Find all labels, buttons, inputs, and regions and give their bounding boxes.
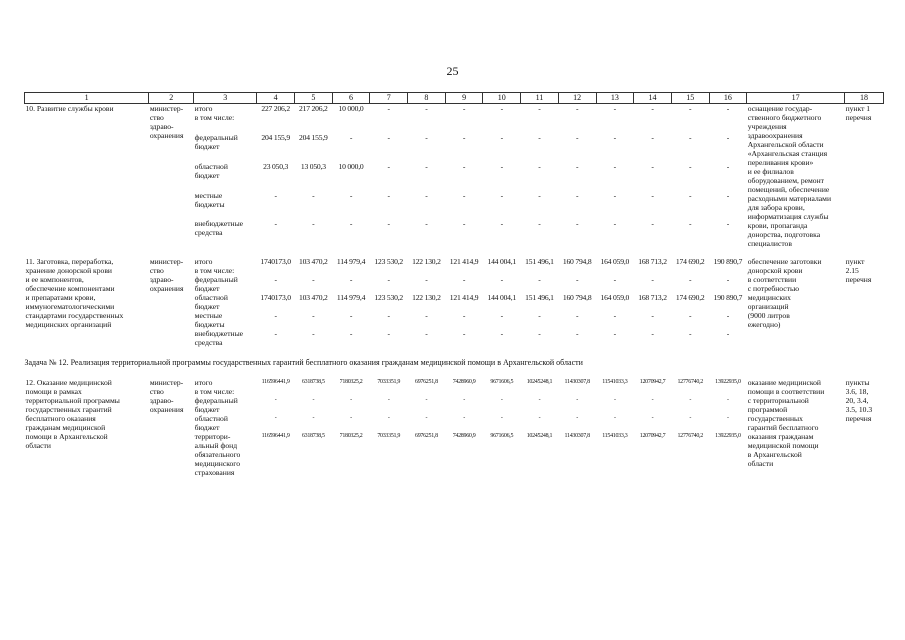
amount-cell: -: [726, 311, 730, 320]
program-name: 11. Заготовка, переработка, хранение донорской крови и ее компонентов, обеспечение компонентами и препаратами крови, иммуногематологическими стандартами государственных медицинских организаций: [25, 257, 124, 329]
amount-cell: -: [500, 415, 503, 421]
program-name: 12. Оказание медицинской помощи в рамках территориальной программы государственных гарантий бесплатного оказания гражданам медицинской помощи в Архангельской области: [25, 378, 120, 450]
executor: министер- ство здраво- охранения: [149, 104, 184, 140]
amount-cell: 7033351,9: [377, 433, 401, 439]
amount-cell: 11541033,3: [602, 379, 628, 385]
amount-cell: 168 713,2: [638, 293, 667, 302]
amount-cell: 114 979,4: [336, 293, 366, 302]
amount-cell: -: [726, 219, 730, 229]
amount-cell: -: [462, 219, 466, 229]
funding-source: внебюджетные средства: [194, 219, 244, 238]
funding-source: федеральный бюджет: [194, 396, 238, 414]
amount-cell: 11430307,8: [564, 379, 590, 385]
amount-cell: 164 059,0: [600, 257, 630, 266]
amount-cell: 174 690,2: [675, 257, 705, 266]
column-header-6: 6: [332, 93, 370, 104]
amount-cell: -: [387, 397, 390, 403]
amount-cell: 10245248,1: [526, 433, 553, 439]
amount-cell: 11541033,3: [602, 433, 628, 439]
funding-source: местные бюджеты: [194, 190, 225, 209]
amount-cell: -: [274, 219, 277, 229]
amount-cell: 116596441,9: [261, 379, 290, 385]
amount-cell: -: [613, 104, 617, 113]
amount-cell: 204 155,9: [261, 133, 290, 143]
amount-cell: -: [613, 219, 617, 229]
amount-cell: -: [575, 275, 579, 284]
amount-cell: -: [462, 311, 466, 320]
amount-cell: -: [689, 397, 692, 403]
amount-cell: -: [462, 190, 466, 200]
column-header-1: 1: [25, 93, 149, 104]
amount-cell: 204 155,9: [299, 133, 328, 143]
column-header-3: 3: [194, 93, 257, 104]
column-header-17: 17: [747, 93, 845, 104]
amount-cell: -: [463, 397, 465, 403]
amount-cell: -: [425, 190, 428, 200]
amount-cell: -: [349, 275, 353, 284]
amount-cell: -: [576, 415, 578, 421]
amount-cell: -: [349, 329, 353, 338]
amount-cell: -: [538, 415, 541, 421]
amount-cell: -: [689, 133, 692, 143]
task-heading: Задача № 12. Реализация территориальной программы государственных гарантий бесплатного оказания гражданам медицинской помощи в Архангельской области: [24, 358, 583, 367]
amount-cell: -: [387, 311, 390, 320]
amount-cell: 9671606,5: [490, 379, 514, 385]
reference: пункты 3.6, 18, 20, 3.4, 3.5, 10.3 перечня: [845, 378, 873, 423]
amount-cell: -: [500, 275, 503, 284]
column-header-13: 13: [596, 93, 634, 104]
amount-cell: 23 050,3: [263, 161, 289, 171]
amount-cell: -: [500, 190, 503, 200]
amount-cell: -: [727, 397, 729, 403]
amount-cell: -: [349, 190, 353, 200]
amount-cell: 7033351,9: [377, 379, 401, 385]
amount-cell: -: [425, 329, 428, 338]
amount-cell: 190 890,7: [713, 293, 743, 302]
column-header-8: 8: [408, 93, 446, 104]
column-header-5: 5: [295, 93, 333, 104]
column-header-11: 11: [521, 93, 559, 104]
funding-source: итого в том числе:: [194, 378, 235, 396]
amount-cell: 144 004,1: [487, 257, 517, 266]
amount-cell: -: [312, 397, 315, 403]
amount-cell: -: [538, 104, 541, 113]
amount-cell: 121 414,9: [449, 257, 479, 266]
amount-cell: -: [726, 275, 730, 284]
amount-cell: -: [613, 415, 616, 421]
amount-cell: 13 050,3: [300, 161, 326, 171]
column-header-4: 4: [257, 93, 295, 104]
amount-cell: 1740173,0: [260, 257, 291, 266]
amount-cell: -: [538, 275, 541, 284]
amount-cell: -: [651, 329, 654, 338]
amount-cell: -: [538, 219, 541, 229]
table-row: [25, 257, 884, 275]
amount-cell: -: [462, 104, 466, 113]
amount-cell: 217 206,2: [299, 104, 328, 113]
amount-cell: -: [274, 397, 277, 403]
column-header-12: 12: [558, 93, 596, 104]
amount-cell: -: [312, 311, 315, 320]
amount-cell: -: [462, 133, 466, 143]
table-row: [25, 378, 884, 396]
amount-cell: -: [274, 275, 277, 284]
amount-cell: 123 530,2: [374, 293, 403, 302]
spacer-row: [25, 347, 884, 356]
funding-source: областной бюджет: [194, 414, 228, 432]
amount-cell: -: [538, 329, 541, 338]
expected-result: оказание медицинской помощи в соответствии с территориальной программой государственных гарантий бесплатного оказания гражданам медицинской помощи в Архангельской области: [747, 378, 825, 468]
column-header-18: 18: [845, 93, 884, 104]
amount-cell: -: [575, 104, 579, 113]
amount-cell: -: [575, 190, 579, 200]
amount-cell: -: [387, 219, 390, 229]
amount-cell: -: [500, 311, 503, 320]
amount-cell: 10 000,0: [338, 104, 364, 113]
amount-cell: -: [613, 190, 617, 200]
amount-cell: -: [425, 133, 428, 143]
amount-cell: 6318738,5: [301, 379, 325, 385]
executor: министер- ство здраво- охранения: [149, 378, 184, 414]
program-name: 10. Развитие службы крови: [25, 104, 114, 113]
amount-cell: 122 130,2: [412, 293, 441, 302]
amount-cell: -: [689, 415, 692, 421]
amount-cell: 1740173,0: [260, 293, 291, 302]
amount-cell: 174 690,2: [675, 293, 705, 302]
amount-cell: -: [726, 161, 730, 171]
amount-cell: -: [387, 329, 390, 338]
amount-cell: -: [425, 397, 428, 403]
amount-cell: -: [575, 311, 579, 320]
amount-cell: -: [575, 219, 579, 229]
column-header-16: 16: [709, 93, 747, 104]
amount-cell: 13922935,0: [715, 433, 741, 439]
amount-cell: -: [387, 161, 390, 171]
amount-cell: -: [274, 329, 277, 338]
amount-cell: 121 414,9: [449, 293, 479, 302]
amount-cell: -: [538, 311, 541, 320]
amount-cell: -: [500, 219, 503, 229]
amount-cell: 11430307,8: [564, 433, 590, 439]
amount-cell: -: [576, 397, 578, 403]
amount-cell: -: [349, 311, 353, 320]
amount-cell: 7428960,9: [452, 433, 476, 439]
amount-cell: -: [575, 329, 579, 338]
funding-source: местные бюджеты: [194, 311, 225, 329]
amount-cell: -: [651, 104, 654, 113]
amount-cell: -: [500, 161, 503, 171]
amount-cell: -: [651, 397, 654, 403]
amount-cell: 12070942,7: [639, 433, 666, 439]
amount-cell: -: [727, 415, 729, 421]
amount-cell: -: [613, 133, 617, 143]
amount-cell: -: [312, 190, 315, 200]
amount-cell: -: [274, 190, 277, 200]
amount-cell: -: [651, 311, 654, 320]
amount-cell: -: [726, 133, 730, 143]
funding-source: областной бюджет: [194, 293, 228, 311]
amount-cell: -: [538, 397, 541, 403]
amount-cell: -: [689, 219, 692, 229]
amount-cell: 151 496,1: [525, 257, 554, 266]
task-row: [25, 356, 884, 369]
amount-cell: 6318738,5: [301, 433, 325, 439]
funding-source: областной бюджет: [194, 161, 228, 180]
amount-cell: -: [651, 190, 654, 200]
amount-cell: -: [726, 329, 730, 338]
amount-cell: -: [538, 190, 541, 200]
amount-cell: -: [500, 133, 503, 143]
amount-cell: -: [387, 104, 390, 113]
executor: министер- ство здраво- охранения: [149, 257, 184, 293]
amount-cell: -: [689, 161, 692, 171]
amount-cell: 160 794,8: [562, 293, 592, 302]
reference: пункт 1 перечня: [845, 104, 872, 122]
funding-source: итого в том числе:: [194, 104, 235, 122]
funding-source: федеральный бюджет: [194, 275, 238, 293]
amount-cell: 12776740,2: [677, 433, 703, 439]
amount-cell: -: [689, 104, 692, 113]
amount-cell: -: [350, 415, 352, 421]
amount-cell: 12776740,2: [677, 379, 703, 385]
amount-cell: -: [312, 219, 315, 229]
amount-cell: -: [500, 397, 503, 403]
amount-cell: 190 890,7: [713, 257, 743, 266]
amount-cell: -: [726, 190, 730, 200]
amount-cell: -: [538, 133, 541, 143]
header-row: [25, 93, 884, 104]
amount-cell: -: [726, 104, 730, 113]
amount-cell: -: [462, 275, 466, 284]
column-header-7: 7: [370, 93, 408, 104]
column-header-15: 15: [671, 93, 709, 104]
amount-cell: 10245248,1: [526, 379, 553, 385]
financing-table: [24, 92, 884, 477]
reference: пункт 2.15 перечня: [845, 257, 872, 284]
amount-cell: -: [274, 311, 277, 320]
amount-cell: 12070942,7: [639, 379, 666, 385]
amount-cell: 13922935,0: [715, 379, 741, 385]
column-header-14: 14: [634, 93, 672, 104]
amount-cell: 6976251,8: [415, 379, 438, 385]
page-number: 25: [446, 64, 459, 78]
funding-source: федеральный бюджет: [194, 133, 238, 152]
amount-cell: -: [689, 311, 692, 320]
amount-cell: 144 004,1: [487, 293, 517, 302]
amount-cell: -: [613, 311, 617, 320]
amount-cell: 103 470,2: [299, 257, 328, 266]
amount-cell: -: [651, 275, 654, 284]
amount-cell: -: [425, 104, 428, 113]
amount-cell: -: [538, 161, 541, 171]
amount-cell: 123 530,2: [374, 257, 403, 266]
amount-cell: -: [425, 311, 428, 320]
amount-cell: -: [387, 415, 390, 421]
amount-cell: -: [462, 161, 466, 171]
funding-source: внебюджетные средства: [194, 329, 244, 347]
amount-cell: 168 713,2: [638, 257, 667, 266]
amount-cell: -: [462, 329, 466, 338]
amount-cell: -: [312, 415, 315, 421]
funding-source: итого в том числе:: [194, 257, 235, 275]
amount-cell: 122 130,2: [412, 257, 441, 266]
amount-cell: -: [274, 415, 277, 421]
amount-cell: -: [425, 161, 428, 171]
expected-result: обеспечение заготовки донорской крови в соответствии с потребностью медицинских организаций (9000 литров ежегодно): [747, 257, 822, 329]
amount-cell: 151 496,1: [525, 293, 554, 302]
amount-cell: -: [425, 219, 428, 229]
amount-cell: -: [463, 415, 465, 421]
amount-cell: -: [575, 161, 579, 171]
amount-cell: -: [387, 190, 390, 200]
amount-cell: -: [689, 329, 692, 338]
funding-source: территори- альный фонд обязательного медицинского страхования: [194, 432, 241, 477]
amount-cell: -: [387, 275, 390, 284]
amount-cell: 6976251,8: [415, 433, 438, 439]
amount-cell: -: [349, 133, 353, 143]
amount-cell: 7180325,2: [339, 433, 363, 439]
amount-cell: 7180325,2: [339, 379, 363, 385]
amount-cell: -: [312, 329, 315, 338]
amount-cell: -: [312, 275, 315, 284]
amount-cell: -: [500, 104, 503, 113]
amount-cell: -: [575, 133, 579, 143]
column-header-2: 2: [149, 93, 194, 104]
amount-cell: -: [689, 190, 692, 200]
column-header-9: 9: [445, 93, 483, 104]
amount-cell: -: [500, 329, 503, 338]
spacer-row: [25, 248, 884, 257]
amount-cell: 103 470,2: [299, 293, 328, 302]
amount-cell: 9671606,5: [490, 433, 514, 439]
amount-cell: 114 979,4: [336, 257, 366, 266]
amount-cell: 164 059,0: [600, 293, 630, 302]
amount-cell: 10 000,0: [338, 161, 364, 171]
amount-cell: -: [425, 415, 428, 421]
amount-cell: 7428960,9: [452, 379, 476, 385]
expected-result: оснащение государ- ственного бюджетного учреждения здравоохранения Архангельской области «Архангельская станция переливания крови» и ее филиалов оборудованием, ремонт помещений, обеспечение расходными материалами для забора крови, информатизация службы крови, пропаганда донорства, подготовка специалистов: [747, 104, 832, 248]
amount-cell: -: [613, 161, 617, 171]
amount-cell: -: [651, 219, 654, 229]
amount-cell: -: [689, 275, 692, 284]
amount-cell: -: [651, 133, 654, 143]
spacer-row: [25, 369, 884, 378]
amount-cell: -: [613, 397, 616, 403]
amount-cell: -: [425, 275, 428, 284]
amount-cell: -: [613, 329, 617, 338]
column-header-10: 10: [483, 93, 521, 104]
table-row: [25, 104, 884, 134]
amount-cell: -: [350, 397, 352, 403]
amount-cell: -: [651, 161, 654, 171]
amount-cell: -: [651, 415, 654, 421]
amount-cell: 160 794,8: [562, 257, 592, 266]
amount-cell: 116596441,9: [261, 433, 290, 439]
amount-cell: -: [349, 219, 353, 229]
amount-cell: -: [613, 275, 617, 284]
amount-cell: 227 206,2: [261, 104, 290, 113]
amount-cell: -: [387, 133, 390, 143]
